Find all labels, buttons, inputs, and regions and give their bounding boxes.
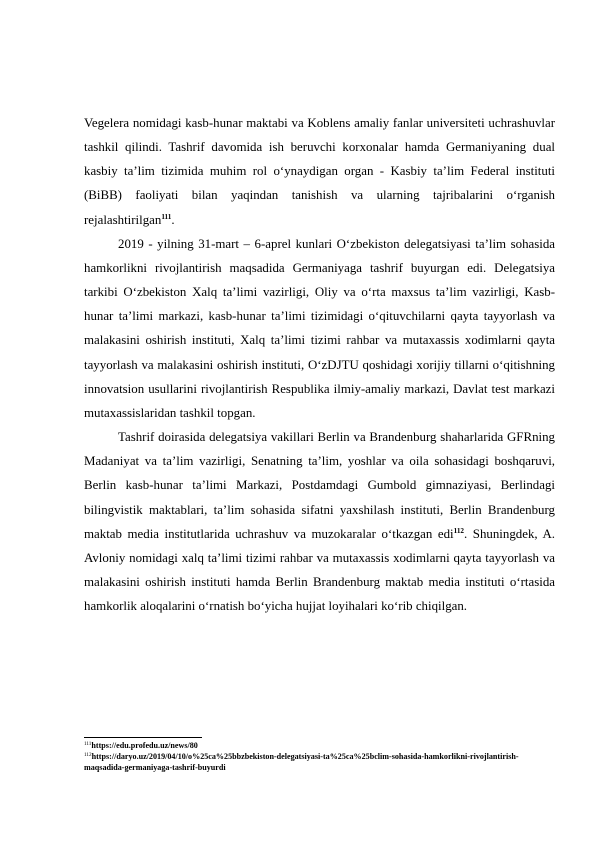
paragraph-1 <box>84 111 555 232</box>
footnote-number: 112 <box>84 752 92 758</box>
footnote-link[interactable]: https://daryo.uz/2019/04/10/o%25ca%25bbzbekiston-delegatsiyasi-ta%25ca%25bclim-sohasida-hamkorlikni-rivojlantirish-maqsadida-germaniyaga-tashrif-buyurdi <box>84 752 519 772</box>
paragraph-2: 2019 - yilning 31-mart – 6-aprel kunlari O‘zbekiston delegatsiyasi ta’lim sohasida hamkorlikni rivojlantirish maqsadida Germaniyaga tashrif buyurgan edi. Delegatsiya tarkibi O‘zbekiston Xalq ta’limi vazirligi, Oliy va o‘rta maxsus ta’lim vazirligi, Kasb-hunar ta’limi markazi, kasb-hunar ta’limi tizimidagi o‘qituvchilarni qayta tayyorlash va malakasini oshirish instituti, Xalq ta’limi tizimi rahbar va mutaxassis xodimlarni qayta tayyorlash va malakasini oshirish instituti, O‘zDJTU qoshidagi xorijiy tillarni o‘qitishning innovatsion usullarini rivojlantirish Respublika ilmiy-amaliy markazi, Davlat test markazi mutaxassislaridan tashkil topgan. <box>84 236 555 420</box>
paragraph-3-text: Tashrif doirasida delegatsiya vakillari Berlin va Brandenburg shaharlarida GFRning Madaniyat va ta’lim vazirligi, Senatning ta’lim, yoshlar va oila sohasidagi boshqaruvi, Berlin kasb-hunar ta’limi Markazi, Postdamdagi Gumbold gimnaziyasi, Berlindagi bilingvistik maktablari, ta’lim sohasida sifatni yaxshilash instituti, Berlin Brandenburg maktab media institutlarida uchrashuv va muzokaralar o‘tkazgan edi <box>84 430 555 541</box>
footnote-link[interactable]: https://edu.profedu.uz/news/80 <box>91 741 198 750</box>
footnote-ref-112[interactable]: 112 <box>453 526 465 535</box>
footnotes <box>84 740 555 773</box>
footnote-112 <box>84 751 555 773</box>
paragraph-1-text: Vegelera nomidagi kasb-hunar maktabi va Koblens amaliy fanlar universiteti uchrashuvlar tashkil qilindi. Tashrif davomida ish beruvchi korxonalar hamda Germaniyaning dual kasbiy ta’lim tizimida muhim rol o‘ynaydigan organ - Kasbiy ta’lim Federal instituti (BiBB) faoliyati bilan yaqindan tanishish va ularning tajribalarini o‘rganish rejalashtirilgan <box>84 116 555 227</box>
footnote-number: 111 <box>84 741 92 747</box>
footnote-111 <box>84 740 555 751</box>
footnote-separator <box>84 737 202 738</box>
paragraph-3 <box>84 425 555 618</box>
body-text <box>84 111 555 618</box>
paragraph-3-tail: . Shuningdek, A. Avloniy nomidagi xalq ta’limi tizimi rahbar va mutaxassis xodimlarni qayta tayyorlash va malakasini oshirish instituti hamda Berlin Brandenburg maktab media instituti o‘rtasida hamkorlik aloqalarini o‘rnatish bo‘yicha hujjat loyihalari ko‘rib chiqilgan. <box>84 526 555 614</box>
paragraph-1-tail: . <box>171 212 175 227</box>
footnote-ref-111[interactable]: 111 <box>161 212 172 221</box>
